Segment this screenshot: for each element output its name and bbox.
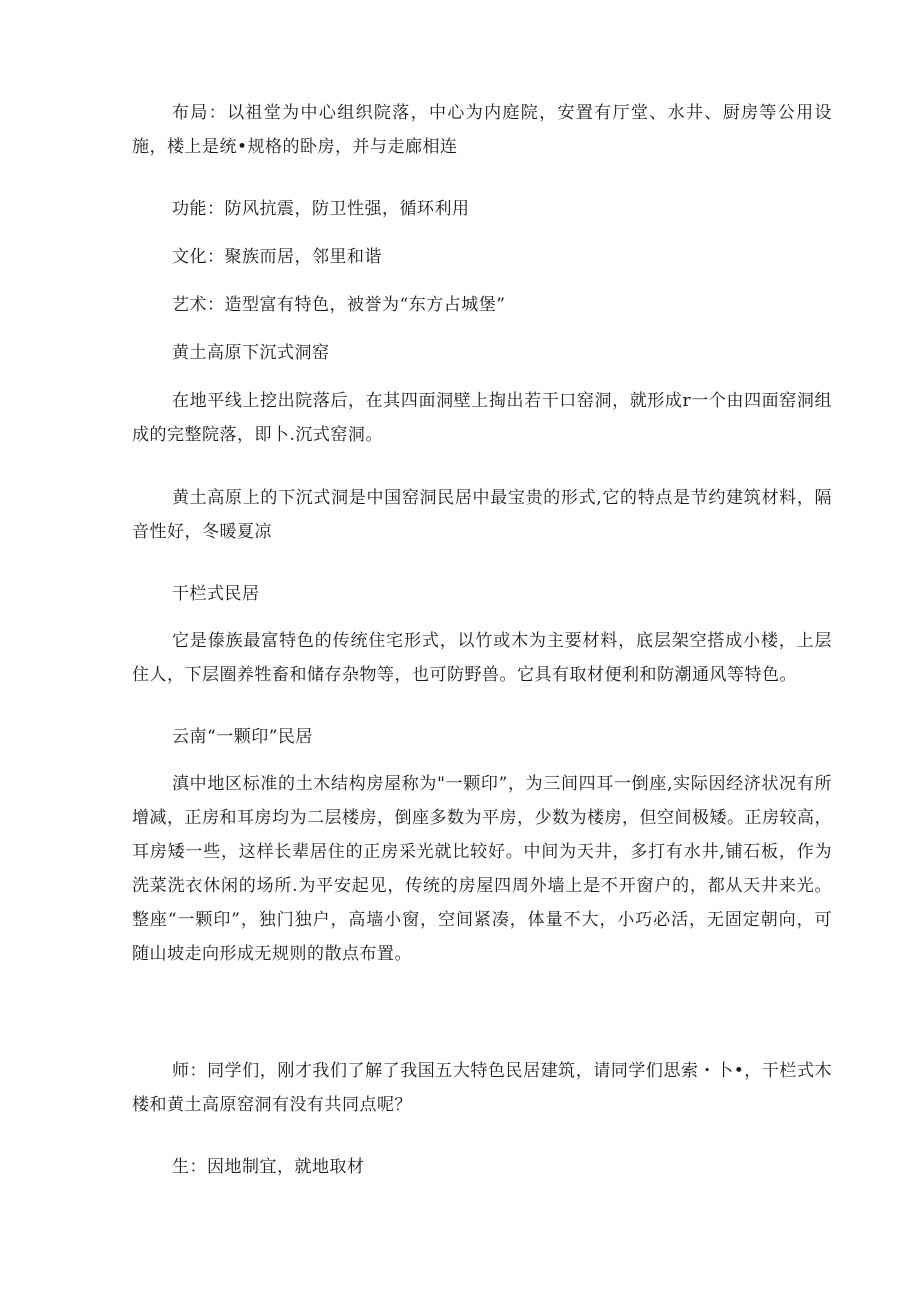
paragraph-teacher-question: 师：同学们，刚才我们了解了我国五大特色民居建筑，请同学们思索・卜•，干栏式木楼和黄土高原窑洞有没有共同点呢？: [132, 1061, 832, 1115]
paragraph-cave-features: 黄土高原上的下沉式洞是中国窑洞民居中最宝贵的形式,它的特点是节约建筑材料，隔音性好，冬暖夏凉: [132, 488, 832, 542]
paragraph-culture: 文化：聚族而居，邻里和谐: [172, 247, 382, 267]
paragraph-function: 功能：防风抗震，防卫性强，循环利用: [172, 199, 470, 219]
heading-yikeyin: 云南“一颗印”民居: [172, 727, 313, 747]
heading-stilt-house: 干栏式民居: [172, 584, 260, 604]
paragraph-student-answer: 生：因地制宜，就地取材: [172, 1157, 365, 1177]
paragraph-layout: 布局：以祖堂为中心组织院落，中心为内庭院，安置有厅堂、水井、厨房等公用设施，楼上是统•规格的卧房，并与走廊相连: [132, 103, 832, 157]
heading-loess-cave: 黄土高原下沉式洞窑: [172, 343, 330, 363]
paragraph-yikeyin: 滇中地区标准的土木结构房屋称为"一颗印”，为三间四耳一倒座,实际因经济状况有所增减，正房和耳房均为二层楼房，倒座多数为平房，少数为楼房，但空间极矮。正房较高，耳房矮一些，这样长辈居住的正房采光就比较好。中间为天井，多打有水井,铺石板，作为洗菜洗衣休闲的场所.为平安起见，传统的房屋四周外墙上是不开窗户的，都从天井来光。整座“一颗印”，独门独户，高墙小窗，空间紧凑，体量不大，小巧必活，无固定朝向，可随山坡走向形成无规则的散点布置。: [132, 774, 832, 964]
paragraph-art: 艺术：造型富有特色，被誉为“东方占城堡”: [172, 295, 506, 315]
paragraph-cave-construction: 在地平线上挖出院落后，在其四面洞壁上掏出若干口窑洞，就形成r一个由四面窑洞组成的完整院落，即卜.沉式窑洞。: [132, 391, 832, 445]
paragraph-stilt-house: 它是傣族最富特色的传统住宅形式，以竹或木为主要材料，底层架空搭成小楼，上层住人，下层圈养牲畜和储存杂物等，也可防野兽。它具有取材便利和防潮通风等特色。: [132, 631, 832, 685]
